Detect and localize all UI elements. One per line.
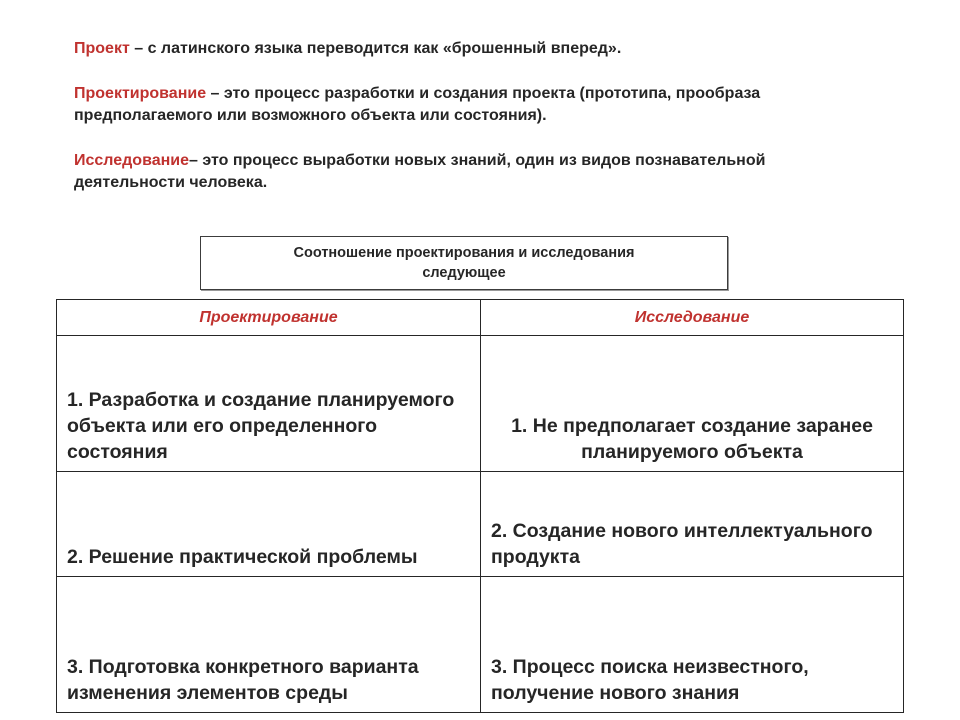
definition-term: Проект <box>74 40 130 57</box>
table-row <box>57 336 904 472</box>
cell-text: 1. Не предполагает создание заранее планируемого объекта <box>511 415 873 463</box>
header-design: Проектирование <box>57 300 481 336</box>
definition-text: – это процесс выработки новых знаний, один из видов познавательной деятельности человека. <box>74 151 766 191</box>
definition-research <box>74 150 854 195</box>
table-cell-design <box>57 336 481 472</box>
cell-text: 3. Процесс поиска неизвестного, получение нового знания <box>491 656 809 704</box>
table-header-row <box>57 300 904 336</box>
table-cell-design <box>57 577 481 713</box>
cell-text: 2. Решение практической проблемы <box>67 546 418 568</box>
definition-project <box>74 38 854 61</box>
definition-design <box>74 83 854 128</box>
table-cell-research <box>481 472 904 577</box>
table-cell-research <box>481 336 904 472</box>
table-row <box>57 577 904 713</box>
cell-text: 2. Создание нового интеллектуального продукта <box>491 520 873 568</box>
caption-line-2: следующее <box>422 265 506 281</box>
table-row <box>57 472 904 577</box>
definition-term: Исследование <box>74 151 189 169</box>
cell-text: 3. Подготовка конкретного варианта изменения элементов среды <box>67 656 419 704</box>
definition-text: – с латинского языка переводится как «брошенный вперед». <box>129 40 622 57</box>
header-research: Исследование <box>481 300 904 336</box>
table-cell-design <box>57 472 481 577</box>
comparison-table <box>56 299 904 713</box>
caption-line-1: Соотношение проектирования и исследования <box>293 245 635 261</box>
definition-term: Проектирование <box>74 84 207 102</box>
definitions-block <box>74 38 854 195</box>
table-cell-research <box>481 577 904 713</box>
comparison-caption <box>200 236 728 290</box>
definition-text: – это процесс разработки и создания проекта (прототипа, прообраза предполагаемого или возможного объекта или состояния). <box>74 84 761 124</box>
cell-text: 1. Разработка и создание планируемого объекта или его определенного состояния <box>67 389 455 463</box>
